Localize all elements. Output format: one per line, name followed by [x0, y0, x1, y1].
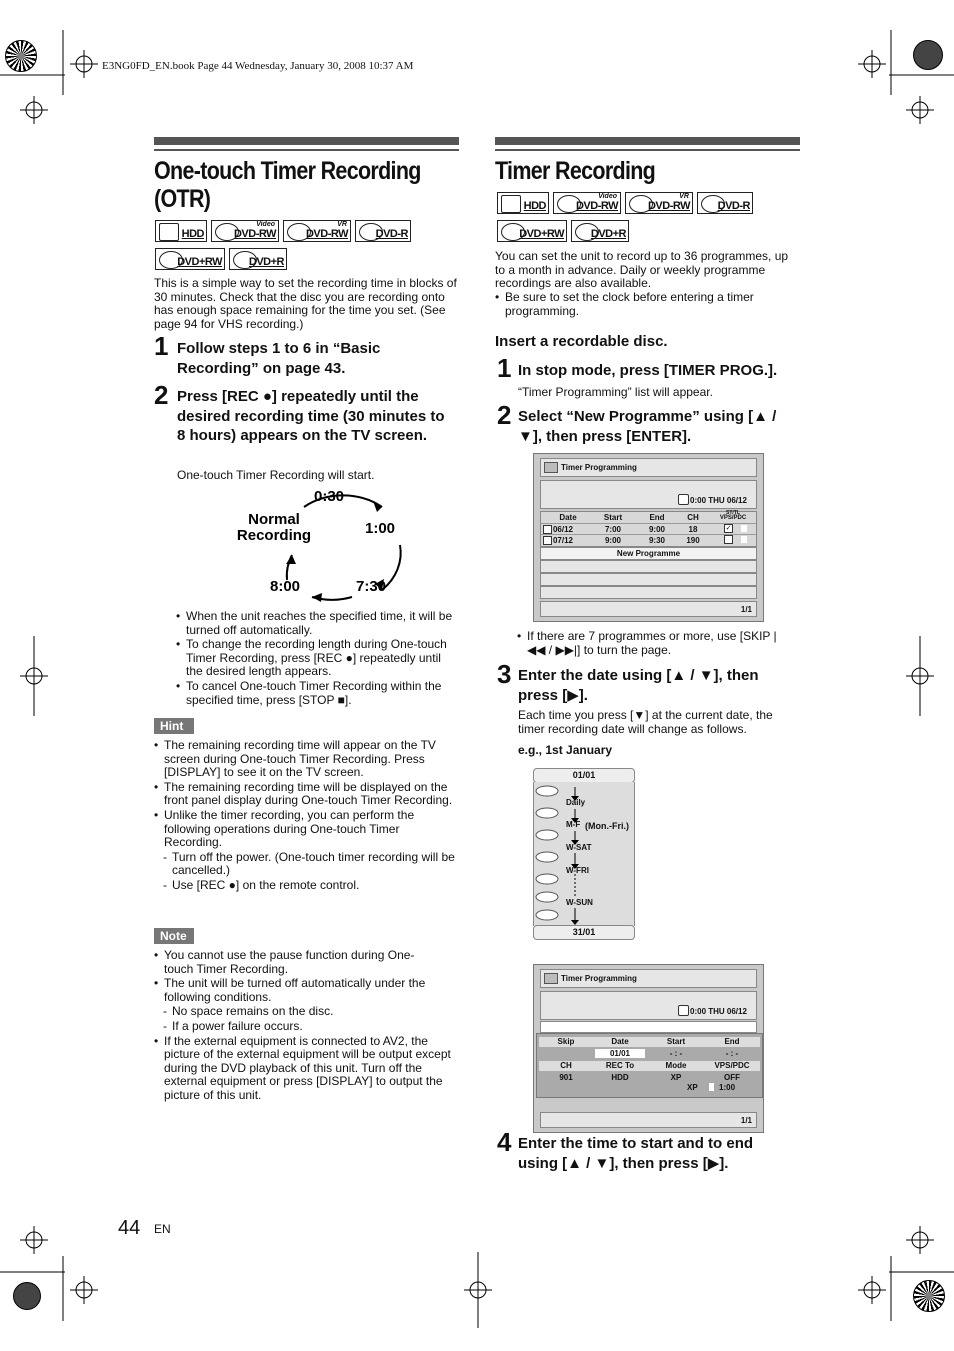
hint-sub-1: - Turn off the power. (One-touch timer recording will be cancelled.) [154, 851, 459, 878]
vps-check-icon: ✓ [725, 525, 732, 532]
left-step2: Press [REC ●] repeatedly until the desired recording time (30 minutes to 8 hours) appears on the TV screen. [177, 388, 445, 444]
example-label: e.g., 1st January [518, 743, 613, 757]
left-bullets [176, 610, 459, 707]
left-bullet-1: • When the unit reaches the specified time, it will be turned off automatically. [176, 610, 459, 637]
seq-wfri: W-FRI [566, 866, 589, 875]
note-label: Note [154, 928, 194, 944]
seq-wsun: W-SUN [566, 898, 593, 907]
hdd-icon: HDD [497, 192, 549, 214]
ch-field[interactable]: 901 [559, 1073, 573, 1082]
dvd-rw-vr-icon: VR DVD-RW [283, 220, 351, 242]
right-intro: You can set the unit to record up to 36 programmes, up to a month in advance. Daily or weekly programme recordings are also available. [495, 249, 789, 291]
right-step2-number: 2 [497, 400, 512, 430]
note-sub-2: - If a power failure occurs. [154, 1020, 459, 1034]
left-step1: Follow steps 1 to 6 in “Basic Recording” on page 43. [177, 340, 381, 377]
seq-top: 01/01 [533, 768, 635, 783]
tape-icon [741, 525, 747, 532]
clock-normal: Normal [248, 511, 300, 528]
dvd-plus-rw-icon: DVD+RW [497, 220, 567, 242]
right-intro-bullet: • Be sure to set the clock before entering a timer programming. [495, 291, 785, 318]
hint-label: Hint [154, 718, 194, 734]
screen-icon [544, 462, 558, 473]
clock-100: 1:00 [365, 520, 396, 537]
tape-icon [741, 536, 747, 543]
screen-icon [544, 973, 558, 984]
dvd-plus-r-icon: DVD+R [229, 248, 287, 270]
right-step4: Enter the time to start and to end using [▲ / ▼], then press [▶]. [518, 1135, 754, 1172]
hint-item-3: • Unlike the timer recording, you can perform the following operations during One-touch Timer Recording. [154, 809, 459, 850]
seq-bottom: 31/01 [533, 925, 635, 940]
screen1-clock-bar: 0:00 THU 06/12 [540, 480, 757, 509]
dvd-r-icon: DVD-R [355, 220, 411, 242]
right-step2: Select “New Programme” using [▲ / ▼], then press [ENTER]. [518, 408, 777, 445]
list-item [540, 560, 757, 573]
left-title-bar [154, 137, 459, 145]
table-row[interactable]: 06/12 7:00 9:00 18 ✓ [541, 523, 756, 535]
note-item-1: • You cannot use the pause function during One-touch Timer Recording. [154, 949, 459, 976]
note-item-2: • The unit will be turned off automatically under the following conditions. [154, 977, 459, 1004]
clock-800: 8:00 [270, 578, 301, 595]
dvd-plus-r-icon: DVD+R [571, 220, 629, 242]
screen1-title-bar: Timer Programming [540, 458, 757, 477]
left-disc-icons [155, 220, 455, 270]
start-field[interactable]: - : - [669, 1049, 683, 1058]
screen2-title-bar: Timer Programming [540, 969, 757, 988]
left-title-line2: (OTR) [154, 185, 211, 213]
left-title-line1: One-touch Timer Recording [154, 157, 421, 185]
seq-mf-note: (Mon.-Fri.) [585, 821, 629, 831]
right-step3-note: Each time you press [▼] at the current date, the timer recording date will change as follows. [518, 708, 773, 736]
new-programme-item[interactable]: New Programme [540, 547, 757, 560]
left-step2-number: 2 [154, 380, 169, 410]
right-step1-note: “Timer Programming” list will appear. [518, 385, 713, 399]
screen1-page-bar: 1/1 [540, 601, 757, 617]
dvd-r-icon: DVD-R [697, 192, 753, 214]
note-sub-1: - No space remains on the disc. [154, 1005, 459, 1019]
right-section-title: Timer Recording [495, 157, 656, 185]
note-list [154, 949, 459, 1103]
right-step3: Enter the date using [▲ / ▼], then press [▶]. [518, 667, 759, 704]
right-step1: In stop mode, press [TIMER PROG.]. [518, 362, 778, 379]
timer-programming-list-screen [533, 453, 764, 622]
screen2-clock-bar: 0:00 THU 06/12 [540, 991, 757, 1020]
dvd-rw-video-icon: Video DVD-RW [553, 192, 621, 214]
right-step3-number: 3 [497, 659, 512, 689]
date-sequence-diagram [533, 768, 635, 940]
list-item [540, 573, 757, 586]
left-intro: This is a simple way to set the recording time in blocks of 30 minutes. Check that the disc you are recording onto has enough space remaining for the time you set. (See page 94 for VHS recording.) [154, 276, 457, 331]
seq-daily: Daily [566, 798, 586, 807]
dvd-rw-vr-icon: VR DVD-RW [625, 192, 693, 214]
otr-cycle-diagram [232, 485, 432, 615]
table-row[interactable]: 07/12 9:00 9:30 190 [541, 534, 756, 546]
date-field[interactable]: 01/01 [595, 1049, 645, 1058]
right-title-rule [495, 149, 800, 151]
note-item-3: • If the external equipment is connected to AV2, the picture of the external equipment will be output except during the DVD playback of this unit. Turn off the external equipment or press [DISPLAY] to output the picture of this unit. [154, 1035, 459, 1103]
dvd-rw-video-icon: Video DVD-RW [211, 220, 279, 242]
vps-pdc-field[interactable]: OFF [724, 1073, 740, 1082]
hint-item-2: • The remaining recording time will be displayed on the front panel display during One-touch Timer Recording. [154, 781, 459, 808]
rec-to-field[interactable]: HDD [611, 1073, 629, 1082]
hint-sub-2: - Use [REC ●] on the remote control. [154, 879, 459, 893]
list-item [540, 586, 757, 599]
left-bullet-2: • To change the recording length during One-touch Timer Recording, press [REC ●] repeatedly until the desired length appears. [176, 638, 459, 679]
right-step1-number: 1 [497, 353, 512, 383]
clock-icon [678, 494, 689, 505]
vps-check-icon [724, 535, 733, 544]
left-step2-note: One-touch Timer Recording will start. [177, 468, 375, 482]
print-header: E3NG0FD_EN.book Page 44 Wednesday, January 30, 2008 10:37 AM [102, 60, 414, 72]
seq-mf: M-F [566, 820, 581, 829]
clock-030: 0:30 [314, 488, 345, 505]
mode-field[interactable]: XP [670, 1073, 682, 1082]
clock-recording: Recording [236, 527, 312, 544]
hint-item-1: • The remaining recording time will appear on the TV screen during One-touch Timer Recording. Press [DISPLAY] to see it on the TV screen. [154, 739, 459, 780]
seq-wsat: W-SAT [566, 843, 592, 852]
skip-note: • If there are 7 programmes or more, use [SKIP |◀◀ / ▶▶|] to turn the page. [517, 630, 777, 657]
right-disc-icons [497, 192, 797, 242]
screen2-empty-row [540, 1021, 757, 1033]
hdd-icon: HDD [155, 220, 207, 242]
left-section-title [154, 157, 464, 213]
left-title-rule [154, 149, 459, 151]
timer-programming-edit-screen [533, 964, 764, 1133]
screen2-form: Skip Date Start End 01/01 - : - - : - CH REC To Mode VPS/PDC 901 HDD XP OFF XP 1:00 [536, 1033, 763, 1098]
insert-disc: Insert a recordable disc. [495, 333, 668, 350]
left-step1-number: 1 [154, 331, 169, 361]
right-title-bar [495, 137, 800, 145]
left-bullet-3: • To cancel One-touch Timer Recording within the specified time, press [STOP ■]. [176, 680, 459, 707]
hint-list [154, 739, 459, 893]
right-step4-number: 4 [497, 1127, 512, 1157]
clock-icon [678, 1005, 689, 1016]
dvd-plus-rw-icon: DVD+RW [155, 248, 225, 270]
page-number: 44 [118, 1217, 141, 1239]
end-field[interactable]: - : - [725, 1049, 739, 1058]
clock-730: 7:30 [356, 578, 387, 595]
screen1-table: Date Start End CH ST/TL VPS/PDC 06/12 7:00 9:00 18 ✓ 07/12 9:00 9:30 190 [540, 511, 757, 547]
tape-icon [709, 1083, 714, 1091]
screen2-page-bar: 1/1 [540, 1112, 757, 1128]
language-code: EN [154, 1222, 171, 1236]
